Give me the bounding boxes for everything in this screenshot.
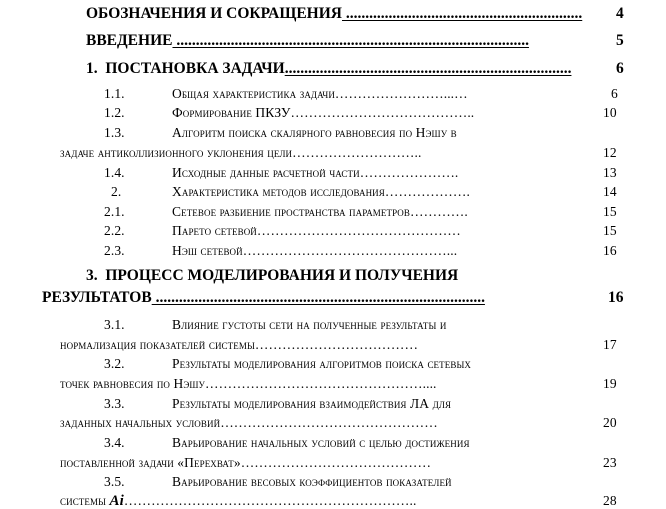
toc-page: 19: [603, 376, 617, 391]
toc-page: 23: [603, 455, 617, 470]
toc-page: 16: [603, 243, 617, 258]
toc-number: 1.3.: [104, 125, 125, 140]
toc-entry-2-1[interactable]: Сетевое разбиение пространства параметров………….: [172, 204, 468, 219]
toc-entry-1-3[interactable]: Алгоритм поиска скалярного равновесия по Нэшу в: [172, 125, 457, 140]
toc-entry-chapter-1[interactable]: [86, 61, 571, 77]
toc-entry-3-1[interactable]: Влияние густоты сети на полученные результаты и: [172, 317, 447, 332]
toc-entry-1-1[interactable]: Общая характеристика задачи……………………...…: [172, 86, 468, 101]
toc-page: 15: [603, 204, 617, 219]
toc-page: 15: [603, 223, 617, 238]
toc-entry-3-2[interactable]: Результаты моделирования алгоритмов поиска сетевых: [172, 356, 472, 371]
toc-title: ПОСТАНОВКА ЗАДАЧИ: [105, 60, 285, 77]
toc-entry-3-4[interactable]: Варьирование начальных условий с целью достижения: [172, 435, 470, 450]
toc-number: 2.: [111, 184, 122, 199]
toc-page: 14: [603, 184, 617, 199]
toc-number: 3.2.: [104, 356, 125, 371]
toc-page: 17: [603, 337, 617, 352]
toc-leader: ...........................................................................................: [172, 32, 529, 49]
toc-number: 2.3.: [104, 243, 125, 258]
toc-page: 13: [603, 165, 617, 180]
toc-entry-introduction[interactable]: [86, 33, 529, 49]
toc-number: 3.3.: [104, 396, 125, 411]
toc-title: ПРОЦЕСС МОДЕЛИРОВАНИЯ И ПОЛУЧЕНИЯ: [105, 267, 459, 284]
toc-page: 12: [603, 145, 617, 160]
toc-leader: .............................................................: [342, 5, 583, 22]
toc-number: 3.: [86, 267, 98, 284]
toc-number: 1.2.: [104, 105, 125, 120]
toc-number: 3.5.: [104, 474, 125, 489]
toc-entry-1-3-cont[interactable]: задаче антиколлизионного уклонения цели………………………..: [60, 145, 422, 160]
toc-leader: .....................................................................................: [151, 289, 485, 306]
toc-entry-1-4[interactable]: Исходные данные расчетной части………………….: [172, 165, 459, 180]
toc-number: 3.4.: [104, 435, 125, 450]
toc-number: 2.1.: [104, 204, 125, 219]
toc-number: 3.1.: [104, 317, 125, 332]
toc-title: ВВЕДЕНИЕ: [86, 32, 173, 49]
toc-page: 20: [603, 415, 617, 430]
toc-number: 1.: [86, 60, 98, 77]
toc-leader: ..........................................................................: [284, 60, 572, 77]
toc-entry-3-5[interactable]: Варьирование весовых коэффициентов показателей: [172, 474, 452, 489]
toc-leader: ………………………………………………………..: [123, 493, 417, 508]
toc-entry-3-4-cont[interactable]: поставленной задачи «Перехват»……………………………………: [60, 455, 432, 470]
toc-text: системы: [60, 493, 110, 508]
toc-entry-3-3[interactable]: Результаты моделирования взаимодействия ЛА для: [172, 396, 452, 411]
toc-title: ОБОЗНАЧЕНИЯ И СОКРАЩЕНИЯ: [86, 5, 342, 22]
toc-page: 6: [611, 86, 618, 101]
toc-entry-2[interactable]: Характеристика методов исследования……………….: [172, 184, 470, 199]
toc-page: 6: [616, 60, 624, 77]
toc-entry-chapter-3-cont[interactable]: [42, 290, 485, 306]
variable-ai: Ai: [109, 493, 124, 509]
toc-entry-2-2[interactable]: Парето сетевой………………………………………: [172, 223, 461, 238]
toc-entry-3-2-cont[interactable]: точек равновесия по Нэшу…………………………………………....: [60, 376, 437, 391]
toc-title: РЕЗУЛЬТАТОВ: [42, 289, 152, 306]
toc-entry-chapter-3[interactable]: [86, 268, 458, 284]
toc-page: 16: [608, 289, 624, 306]
toc-entry-2-3[interactable]: Нэш сетевой………………………………………...: [172, 243, 458, 258]
toc-number: 1.1.: [104, 86, 125, 101]
toc-page: 5: [616, 32, 624, 49]
toc-entry-3-1-cont[interactable]: нормализация показателей системы………………………………: [60, 337, 419, 352]
toc-entry-3-5-cont[interactable]: [60, 494, 416, 509]
toc-entry-3-3-cont[interactable]: заданных начальных условий…………………………………………: [60, 415, 438, 430]
toc-page: 10: [603, 105, 617, 120]
toc-page: 4: [616, 5, 624, 22]
toc-entry-1-2[interactable]: Формирование ПКЗУ…………………………………..: [172, 105, 475, 120]
toc-number: 1.4.: [104, 165, 125, 180]
toc-entry-abbreviations[interactable]: [86, 6, 582, 22]
toc-page: 28: [603, 493, 617, 508]
toc-number: 2.2.: [104, 223, 125, 238]
